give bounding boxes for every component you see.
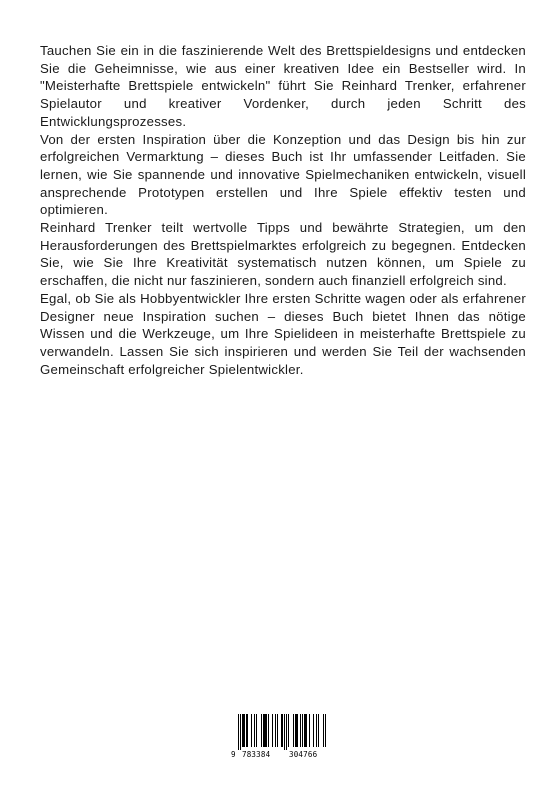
barcode-bar	[240, 714, 241, 750]
barcode-bar	[251, 714, 252, 747]
barcode-bar	[295, 714, 296, 747]
barcode-bar	[286, 714, 287, 750]
blurb-text	[40, 42, 526, 378]
barcode-right-digits: 304766	[289, 750, 318, 759]
barcode-bar	[246, 714, 247, 747]
barcode-first-digit: 9	[231, 750, 236, 759]
barcode-bars-icon	[231, 714, 329, 750]
barcode-bar	[302, 714, 303, 747]
blurb-paragraph-2: Von der ersten Inspiration über die Konzeption und das Design bis hin zur erfolgreichen Vermarktung – dieses Buch ist Ihr umfassender Leitfaden. Sie lernen, wie Sie spannende und innovative Spielmechaniken entwickeln, visuell ansprechende Prototypen erstellen und Ihre Spiele effektiv testen und optimieren.	[40, 131, 526, 218]
barcode-bar	[243, 714, 244, 747]
barcode-bar	[306, 714, 307, 747]
barcode-bar	[309, 714, 310, 747]
barcode-bar	[281, 714, 282, 747]
barcode-bar	[282, 714, 283, 747]
blurb-paragraph-1: Tauchen Sie ein in die faszinierende Welt des Brettspieldesigns und entdecken Sie die Geheimnisse, wie aus einer kreativen Idee ein Bestseller wird. In "Meisterhafte Brettspiele entwickeln" führt Sie Reinhard Trenker, erfahrener Spielautor und kreativer Vordenker, durch jeden Schritt des Entwicklungsprozesses.	[40, 43, 526, 129]
barcode-bar	[266, 714, 267, 747]
barcode-bar	[304, 714, 305, 747]
barcode-bar	[325, 714, 326, 747]
barcode-bar	[288, 714, 289, 747]
barcode-bar	[293, 714, 294, 747]
barcode-bar	[313, 714, 314, 747]
barcode-bar	[261, 714, 262, 747]
barcode-bar	[254, 714, 255, 747]
barcode-bar	[256, 714, 257, 747]
barcode-bar	[296, 714, 297, 747]
blurb-paragraph-3: Reinhard Trenker teilt wertvolle Tipps und bewährte Strategien, um den Herausforderungen des Brettspielmarktes erfolgreich zu begegnen. Entdecken Sie, wie Sie Ihre Kreativität systematisch nutzen können, um Spiele zu erschaffen, die nicht nur faszinieren, sondern auch finanziell erfolgreich sind.	[40, 220, 526, 289]
barcode-bar	[244, 714, 245, 747]
barcode-bar	[264, 714, 265, 747]
barcode-bar	[263, 714, 264, 747]
barcode-bar	[275, 714, 276, 747]
barcode-bar	[238, 714, 239, 750]
barcode-bar	[323, 714, 324, 747]
barcode-bar	[297, 714, 298, 747]
barcode-bar	[242, 714, 243, 747]
barcode-bar	[268, 714, 269, 747]
barcode-bar	[247, 714, 248, 747]
isbn-barcode	[231, 714, 329, 762]
barcode-bar	[284, 714, 285, 750]
barcode-left-digits: 783384	[242, 750, 271, 759]
barcode-bar	[305, 714, 306, 747]
blurb-paragraph-4: Egal, ob Sie als Hobbyentwickler Ihre ersten Schritte wagen oder als erfahrener Designer neue Inspiration suchen – dieses Buch bietet Ihnen das nötige Wissen und die Werkzeuge, um Ihre Spielideen in meisterhafte Brettspiele zu verwandeln. Lassen Sie sich inspirieren und werden Sie Teil der wachsenden Gemeinschaft erfolgreicher Spielentwickler.	[40, 290, 526, 377]
barcode-bar	[265, 714, 266, 747]
barcode-bar	[316, 714, 317, 747]
barcode-bar	[300, 714, 301, 747]
barcode-bar	[318, 714, 319, 747]
barcode-bar	[277, 714, 278, 747]
barcode-bar	[272, 714, 273, 747]
